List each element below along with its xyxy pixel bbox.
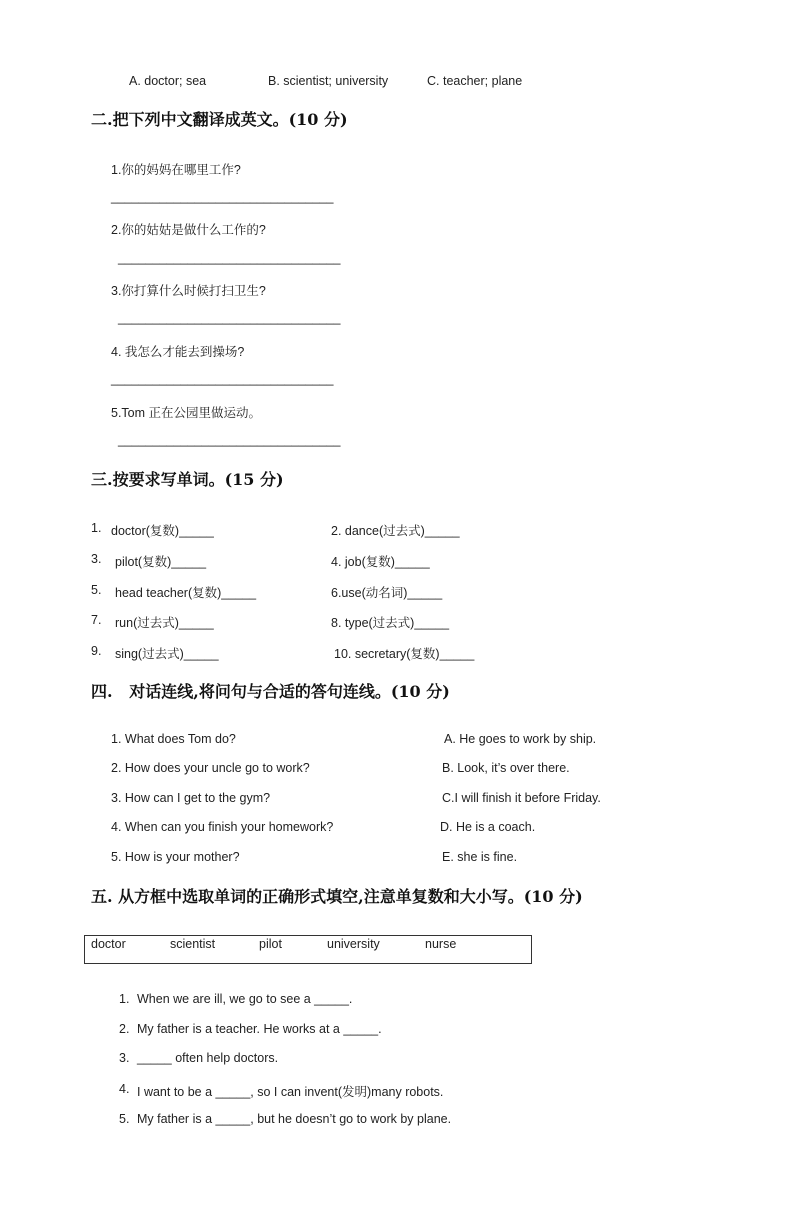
section2-question-1: 1.你的妈妈在哪里工作? (111, 163, 241, 177)
item-number: 3. (119, 1051, 130, 1065)
item-number: 2. (119, 1022, 130, 1036)
option-b: B. scientist; university (268, 74, 389, 88)
word-item-5: head teacher(复数)_____ (115, 586, 257, 600)
fill-item-3: _____ often help doctors. (137, 1051, 279, 1065)
question-3: 3. How can I get to the gym? (111, 791, 271, 805)
item-number: 3. (91, 552, 102, 566)
word-bank-scientist: scientist (170, 937, 216, 951)
section2-question-3: 3.你打算什么时候打扫卫生? (111, 284, 266, 298)
question-2: 2. How does your uncle go to work? (111, 761, 310, 775)
answer-d: D. He is a coach. (440, 820, 536, 834)
fill-item-2: My father is a teacher. He works at a _____. (137, 1022, 382, 1036)
item-number: 9. (91, 644, 102, 658)
fill-item-5: My father is a _____, but he doesn’t go to work by plane. (137, 1112, 452, 1126)
word-bank-university: university (327, 937, 380, 951)
section2-heading: 二.把下列中文翻译成英文。(10 分) (91, 110, 348, 129)
word-item-7: run(过去式)_____ (115, 616, 214, 630)
fill-item-4: I want to be a _____, so I can invent(发明)many robots. (137, 1085, 444, 1099)
word-item-8: 8. type(过去式)_____ (331, 616, 450, 630)
item-number: 4. (119, 1082, 130, 1096)
word-item-10: 10. secretary(复数)_____ (334, 647, 475, 661)
section4-heading: 四. 对话连线,将问句与合适的答句连线。(10 分) (91, 682, 450, 701)
word-bank-box (84, 935, 532, 964)
answer-a: A. He goes to work by ship. (444, 732, 597, 746)
answer-blank-4[interactable]: ________________________________ (111, 372, 334, 386)
word-bank-doctor: doctor (91, 937, 126, 951)
section5-heading: 五. 从方框中选取单词的正确形式填空,注意单复数和大小写。(10 分) (91, 887, 583, 906)
item-number: 5. (119, 1112, 130, 1126)
word-item-9: sing(过去式)_____ (115, 647, 219, 661)
question-1: 1. What does Tom do? (111, 732, 236, 746)
item-number: 5. (91, 583, 102, 597)
item-number: 1. (119, 992, 130, 1006)
fill-item-1: When we are ill, we go to see a _____. (137, 992, 353, 1006)
answer-blank-2[interactable]: ________________________________ (118, 251, 341, 265)
word-item-1: doctor(复数)_____ (111, 524, 214, 538)
answer-blank-5[interactable]: ________________________________ (118, 433, 341, 447)
item-number: 7. (91, 613, 102, 627)
section2-question-2: 2.你的姑姑是做什么工作的? (111, 223, 266, 237)
word-item-6: 6.use(动名词)_____ (331, 586, 443, 600)
question-5: 5. How is your mother? (111, 850, 240, 864)
word-bank-pilot: pilot (259, 937, 282, 951)
section3-heading: 三.按要求写单词。(15 分) (91, 470, 284, 489)
section2-question-4: 4. 我怎么才能去到操场? (111, 345, 245, 359)
word-item-4: 4. job(复数)_____ (331, 555, 430, 569)
option-c: C. teacher; plane (427, 74, 523, 88)
word-item-2: 2. dance(过去式)_____ (331, 524, 460, 538)
option-a: A. doctor; sea (129, 74, 207, 88)
answer-blank-1[interactable]: ________________________________ (111, 190, 334, 204)
item-number: 1. (91, 521, 102, 535)
answer-b: B. Look, it’s over there. (442, 761, 570, 775)
answer-blank-3[interactable]: ________________________________ (118, 311, 341, 325)
answer-c: C.I will finish it before Friday. (442, 791, 601, 805)
word-bank-nurse: nurse (425, 937, 457, 951)
word-item-3: pilot(复数)_____ (115, 555, 207, 569)
question-4: 4. When can you finish your homework? (111, 820, 334, 834)
answer-e: E. she is fine. (442, 850, 518, 864)
section2-question-5: 5.Tom 正在公园里做运动。 (111, 406, 262, 420)
